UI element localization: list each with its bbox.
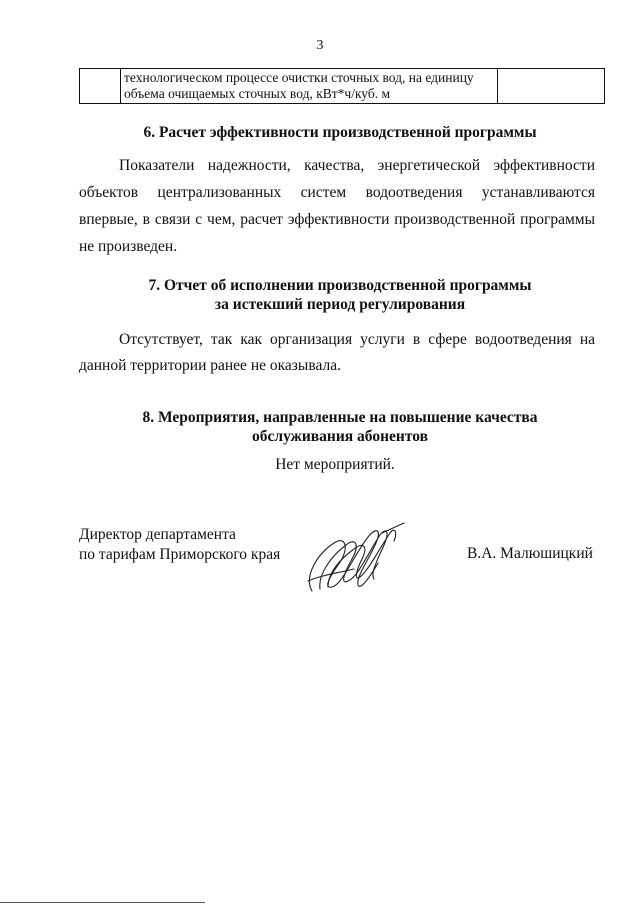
section-7-title-line1: 7. Отчет об исполнении производственной программы [148,277,532,294]
table-cell-value [498,69,605,104]
section-6-title: 6. Расчет эффективности производственной программы [143,124,537,141]
section-7 [0,276,640,314]
section-8-title-line2: обслуживания абонентов [252,428,428,445]
table-row [80,69,605,104]
signer-position [79,525,280,565]
signer-position-line2: по тарифам Приморского края [79,546,281,563]
indicator-text-line2: объема очищаемых сточных вод, кВт*ч/куб. м [124,86,391,101]
section-6 [0,123,640,142]
section-8 [0,408,640,446]
table-continuation [79,68,605,104]
page-number: 3 [316,38,324,53]
table-cell-number [80,69,121,104]
indicator-text-line1: технологическом процессе очистки сточных вод, на единицу [124,70,474,85]
section-6-body: Показатели надежности, качества, энергетической эффективности объектов централизованных систем водоотведения устанавливаются впервые, в связи с чем, расчет эффективности производственной программы не произведен. [79,157,595,255]
section-7-body: Отсутствует, так как организация услуги в сфере водоотведения на данной территории ранее не оказывала. [79,331,595,374]
table-cell-indicator [121,69,498,104]
signer-name: В.А. Малюшицкий [467,545,593,562]
section-8-title-line1: 8. Мероприятия, направленные на повышение качества [142,409,538,426]
section-8-body: Нет мероприятий. [275,456,395,473]
section-7-title-line2: за истекший период регулирования [214,296,466,313]
handwritten-signature [298,515,408,595]
bottom-rule [0,902,205,903]
signer-position-line1: Директор департамента [79,526,236,543]
